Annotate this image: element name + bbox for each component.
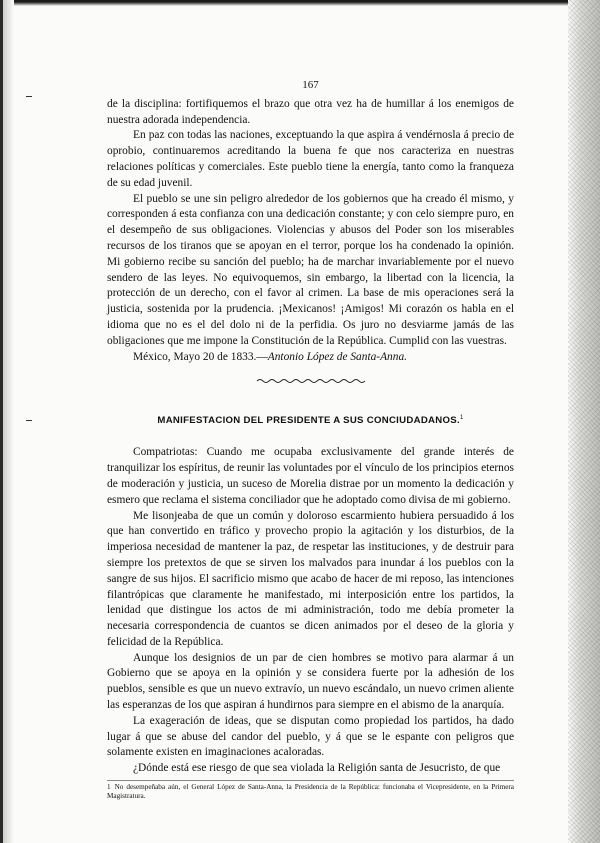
paragraph: En paz con todas las naciones, exceptuando la que aspira á vendérnosla á precio de oprobio, continuaremos acreditando la buena fe que nos caracteriza en nuestras relaciones políticas y comerciales. Este pueblo tiene la energía, tanto como la franqueza de su edad juvenil. <box>107 129 514 189</box>
paragraph: Compatriotas: Cuando me ocupaba exclusivamente del grande interés de tranquilizar los espíritus, de reunir las voluntades por el vínculo de los principios eternos de moderación y justicia, un suceso de Morelia distrae por un momento la dedicación y esmero que reclama el sistema conciliador que he adoptado como divisa de mi gobierno. <box>107 446 514 506</box>
margin-tick <box>26 420 32 421</box>
paragraph: Me lisonjeaba de que un común y doloroso escarmiento hubiera persuadido á los que han convertido en tráfico y provecho propio la agitación y los disturbios, de la imperiosa necesidad de mantener la paz, de respetar las instituciones, y de destruir para siempre los pretextos de que se sirven los malvados para inundar á los pueblos con la sangre de sus hijos. El sacrificio mismo que acabo de hacer de mi reposo, las intenciones filantrópicas que claramente he manifestado, mi interposición entre los partidos, la lenidad que distingue los actos de mi administración, todo me debía prometer la necesaria correspondencia de cuantos se dicen animados por el deseo de la gloria y felicidad de la República. <box>107 509 514 648</box>
footnote-text: No desempeñaba aún, el General López de Santa-Anna, la Presidencia de la República: funcionaba el Vicepresidente, en la Primera Magistratura. <box>107 783 514 801</box>
signoff-place-date: México, Mayo 20 de 1833.— <box>133 350 268 363</box>
page-number: 167 <box>302 79 319 91</box>
page-body <box>107 78 514 802</box>
footnote <box>107 780 514 802</box>
section-divider-flourish <box>255 377 367 385</box>
margin-tick <box>26 96 32 97</box>
paragraph: El pueblo se une sin peligro alrededor de los gobiernos que ha creado él mismo, y corresponden á esta confianza con una dedicación constante; y con celo siempre puro, en el desempeño de sus obligaciones. Violencias y abusos del Poder son los miserables recursos de los tiranos que se apoyan en el terror, porque los ha condenado la opinión. Mi gobierno recibe su sanción del pueblo; ha de marchar invariablemente por el nuevo sendero de las leyes. No equivoquemos, sin embargo, la libertad con la licencia, la protección de un derecho, con el favor al crimen. La base de mis operaciones será la justicia, sostenida por la prudencia. ¡Mexicanos! ¡Amigos! Mi corazón os habla en el idioma que no es el del dolo ni de la perfidia. Os juro no desviarme jamás de las obligaciones que me impone la Constitución de la República. Cumplid con las vuestras. <box>107 192 514 347</box>
paragraph: ¿Dónde está ese riesgo de que sea violada la Religión santa de Jesucristo, de que <box>133 762 501 775</box>
paragraph: de la disciplina: fortifiquemos el brazo que otra vez ha de humillar á los enemigos de nuestra adorada independencia. <box>107 97 514 126</box>
paragraph: Aunque los designios de un par de cien hombres se motivo para alarmar á un Gobierno que se apoya en la opinión y se considera fuerte por la adhesión de los pueblos, sensible es que un nuevo extravío, un nuevo escándalo, un nuevo crimen aliente las esperanzas de los que aspiran á hundirnos para siempre en el abismo de la anarquía. <box>107 651 514 712</box>
footnote-number: 1 <box>107 783 111 792</box>
paragraph: La exageración de ideas, que se disputan como propiedad los partidos, ha dado lugar á que se abuse del candor del pueblo, y á que se le espante con peligros que solamente existen en imaginaciones acaloradas. <box>107 714 514 759</box>
scan-shadow-left <box>0 0 14 843</box>
section-title-text: MANIFESTACION DEL PRESIDENTE A SUS CONCIUDADANOS. <box>157 415 460 427</box>
footnote-mark: 1 <box>459 415 464 422</box>
section-title <box>107 411 514 429</box>
signoff <box>107 350 514 366</box>
signoff-author: Antonio López de Santa-Anna. <box>267 350 407 363</box>
scan-edge-right <box>568 0 600 843</box>
scan-shadow-top <box>0 0 600 6</box>
